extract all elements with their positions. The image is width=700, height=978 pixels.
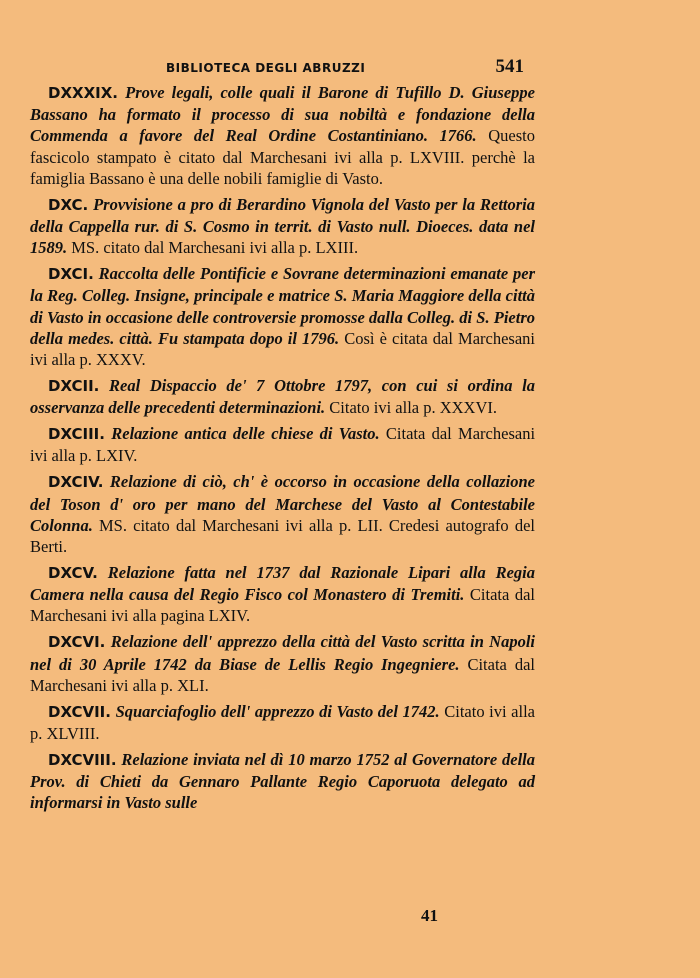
entry-number: DXC. — [48, 195, 89, 214]
entry-number: DXXXIX. — [48, 84, 118, 102]
page-number: 541 — [495, 56, 524, 77]
entry-note: MS. citato dal Marchesani ivi alla p. LXIII. — [71, 238, 359, 258]
entry-title: Relazione antica delle chiese di Vasto. — [111, 424, 380, 444]
catalogue-entry — [30, 263, 535, 370]
catalogue-entry — [30, 631, 535, 696]
catalogue-entry — [30, 82, 535, 189]
entry-number: DXCI. — [48, 265, 94, 284]
page-header — [48, 58, 524, 80]
entry-note: Questo fascicolo stampato è citato dal Marchesani ivi alla p. LXVIII. perchè la famiglia Bassano è una delle nobili famiglie di Vasto. — [30, 126, 535, 188]
entry-note: Citato ivi alla p. XXXVI. — [329, 398, 498, 418]
entry-note: Citata dal Marchesani ivi alla pagina LXIV. — [30, 585, 535, 626]
entry-title: Real Dispaccio de' 7 Ottobre 1797, con cui si ordina la osservanza delle precedenti determinazioni. — [30, 376, 535, 418]
entry-number: DXCVIII. — [48, 751, 117, 770]
entry-note: Citata dal Marchesani ivi alla p. XLI. — [30, 654, 535, 695]
entry-note: Così è citata dal Marchesani ivi alla p. XXXV. — [30, 328, 535, 370]
entry-title: Relazione inviata nel dì 10 marzo 1752 al Governatore della Prov. di Chieti da Gennaro Pallante Regio Caporuota delegato ad informarsi in Vasto sulle — [30, 750, 535, 813]
entry-note: Citato ivi alla p. XLVIII. — [30, 701, 535, 744]
entry-title: Prove legali, colle quali il Barone di Tufillo D. Giuseppe Bassano ha formato il processo di sua nobiltà e fondazione della Commenda a favore del Real Ordine Costantiniano. 1766. — [30, 83, 536, 146]
entry-number: DXCV. — [48, 564, 98, 583]
catalogue-entry — [30, 375, 535, 418]
entry-title: Squarciafoglio dell' apprezzo di Vasto del 1742. — [115, 701, 440, 721]
catalogue-entry — [30, 701, 535, 744]
entry-number: DXCII. — [48, 377, 100, 396]
entry-number: DXCIII. — [48, 425, 105, 444]
entry-number: DXCVI. — [48, 633, 106, 652]
catalogue-entry — [30, 749, 535, 814]
catalogue-entry — [30, 423, 535, 466]
catalogue-entry — [30, 471, 535, 557]
entry-title: Raccolta delle Pontificie e Sovrane determinazioni emanate per la Reg. Colleg. Insigne, principale e matrice S. Maria Maggiore della città di Vasto in occasione delle controversie promosse dalla Colleg. di S. Pietro della medes. città. Fu stampata dopo il 1796. — [30, 264, 535, 348]
entry-title: Relazione dell' apprezzo della città del Vasto scritta in Napoli nel di 30 Aprile 1742 da Biase de Lellis Regio Ingegniere. — [30, 632, 535, 674]
entry-note: Citata dal Marchesani ivi alla p. LXIV. — [30, 424, 536, 466]
entry-number: DXCVII. — [48, 702, 111, 721]
catalogue-entries — [30, 82, 535, 818]
entry-title: Relazione fatta nel 1737 dal Razionale Lipari alla Regia Camera nella causa del Regio Fisco col Monastero di Tremiti. — [30, 563, 535, 605]
catalogue-entry — [30, 562, 535, 627]
entry-note: MS. citato dal Marchesani ivi alla p. LII. Credesi autografo del Berti. — [30, 515, 536, 557]
entry-title: Relazione di ciò, ch' è occorso in occasione della collazione del Toson d' oro per mano del Marchese del Vasto al Contestabile Colonna. — [30, 472, 535, 535]
signature-mark: 41 — [421, 906, 438, 925]
catalogue-entry — [30, 194, 535, 259]
entry-number: DXCIV. — [48, 473, 104, 492]
running-title: BIBLIOTECA DEGLI ABRUZZI — [166, 61, 366, 75]
entry-title: Provvisione a pro di Berardino Vignola del Vasto per la Rettoria della Cappella rur. di S. Cosmo in territ. di Vasto null. Dioeces. data nel 1589. — [30, 194, 535, 258]
